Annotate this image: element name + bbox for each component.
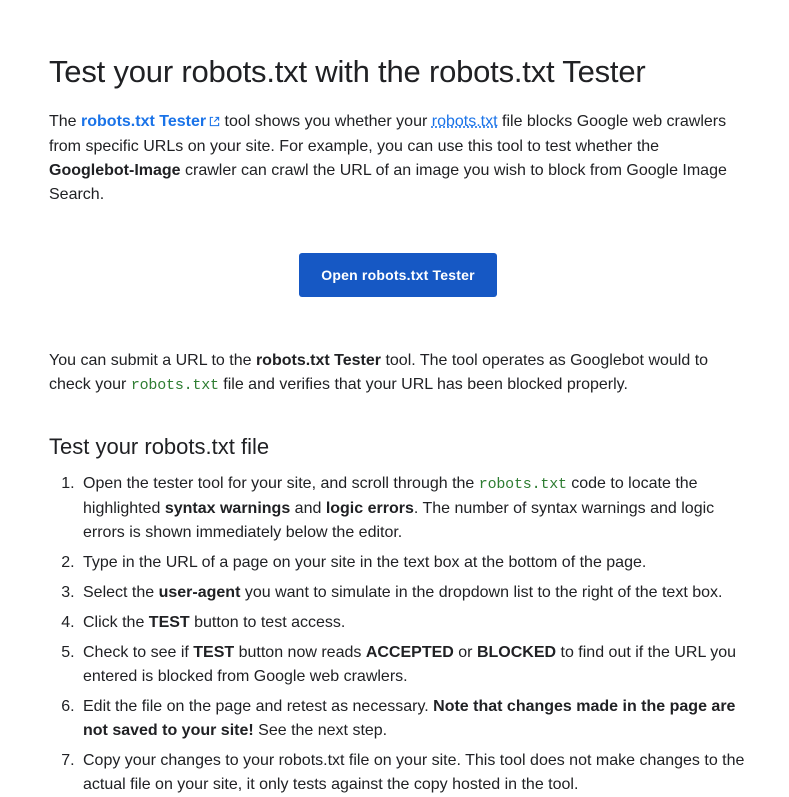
step-1-text-3: and	[290, 500, 326, 517]
step-1-text-1: Open the tester tool for your site, and scroll through the	[83, 475, 479, 492]
list-item	[79, 641, 747, 689]
page-title: Test your robots.txt with the robots.txt Tester	[49, 54, 646, 89]
step-4-bold-1: TEST	[148, 614, 190, 631]
list-item	[79, 611, 747, 635]
submit-text-part-2: tool. The tool operates as Googlebot would to check your	[49, 352, 709, 393]
robots-txt-tester-link[interactable]: robots.txt Tester	[81, 113, 207, 130]
list-item	[79, 695, 747, 743]
list-item	[79, 581, 747, 605]
submit-text-part-3: file and verifies that your URL has been blocked properly.	[218, 376, 628, 393]
step-5-text-3: or	[453, 644, 477, 661]
step-3-text-2: you want to simulate in the dropdown list to the right of the text box.	[240, 584, 723, 601]
step-5-bold-1: TEST	[193, 644, 235, 661]
step-2-text-1: Type in the URL of a page on your site in the text box at the bottom of the page.	[83, 554, 647, 571]
step-3-text-1: Select the	[83, 584, 159, 601]
step-1-text-2: code to locate the highlighted	[83, 475, 698, 517]
step-5-text-1: Check to see if	[83, 644, 194, 661]
step-3-bold-1: user-agent	[158, 584, 241, 601]
step-1-bold-2: logic errors	[325, 500, 414, 517]
intro-text-part-4: crawler can crawl the URL of an image you wish to block from Google Image Search.	[49, 162, 727, 203]
button-container	[49, 253, 747, 297]
section-title: Test your robots.txt file	[49, 434, 270, 459]
step-5-bold-2: ACCEPTED	[365, 644, 454, 661]
external-link-icon	[209, 111, 220, 135]
intro-text-part-2: tool shows you whether your	[220, 113, 432, 130]
step-7-text-1: Copy your changes to your robots.txt file on your site. This tool does not make changes to the actual file on your site, it only tests against the copy hosted in the tool.	[83, 752, 745, 793]
open-robots-txt-tester-button[interactable]: Open robots.txt Tester	[299, 253, 497, 297]
submit-text-part-1: You can submit a URL to the	[49, 352, 256, 369]
step-6-text-1: Edit the file on the page and retest as necessary.	[83, 698, 434, 715]
robots-txt-code: robots.txt	[130, 377, 219, 394]
list-item	[79, 749, 747, 797]
intro-text-part-3: file blocks Google web crawlers from specific URLs on your site. For example, you can use this tool to test whether the	[49, 113, 727, 155]
step-1-code: robots.txt	[478, 476, 567, 493]
intro-paragraph	[49, 110, 747, 207]
step-5-text-2: button now reads	[234, 644, 366, 661]
steps-list	[49, 472, 747, 797]
step-6-bold-1: Note that changes made in the page are not saved to your site!	[83, 698, 736, 739]
step-1-bold-1: syntax warnings	[164, 500, 291, 517]
intro-text-part-1: The	[49, 113, 82, 130]
step-4-text-2: button to test access.	[189, 614, 346, 631]
step-5-text-4: to find out if the URL you entered is blocked from Google web crawlers.	[83, 644, 737, 685]
submit-url-paragraph	[49, 349, 747, 398]
robots-txt-tester-bold: robots.txt Tester	[255, 352, 381, 369]
robots-txt-link[interactable]: robots.txt	[431, 113, 498, 130]
step-4-text-1: Click the	[83, 614, 149, 631]
step-1-text-4: . The number of syntax warnings and logic errors is shown immediately below the editor.	[83, 500, 715, 541]
list-item	[79, 551, 747, 575]
list-item	[79, 472, 747, 545]
googlebot-image-bold: Googlebot-Image	[49, 162, 181, 179]
step-6-text-2: See the next step.	[253, 722, 388, 739]
step-5-bold-3: BLOCKED	[476, 644, 557, 661]
